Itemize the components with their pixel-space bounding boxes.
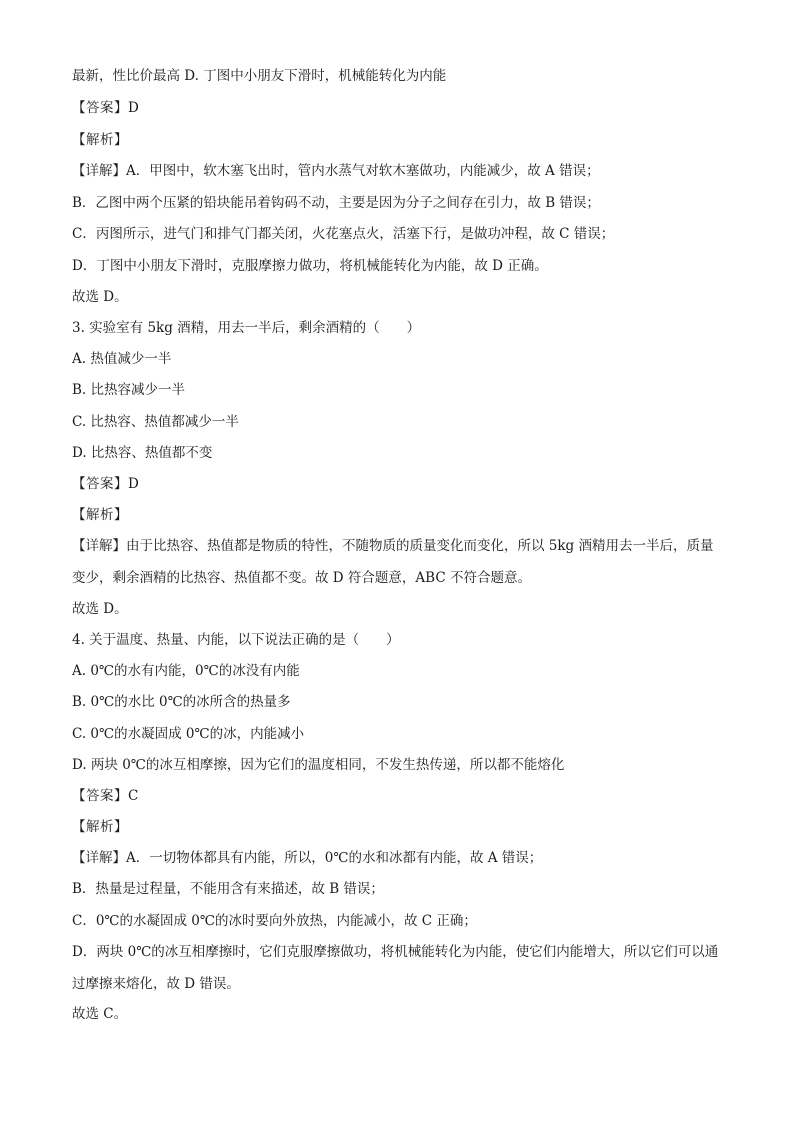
text-line: 故选 D。 [72, 601, 128, 617]
text-line: D．丁图中小朋友下滑时，克服摩擦力做功，将机械能转化为内能，故 D 正确。 [72, 258, 548, 274]
option-b: B. 比热容减少一半 [72, 382, 186, 398]
answer-label: 【答案】D [72, 476, 140, 492]
text-line: C．丙图所示，进气门和排气门都关闭，火花塞点火，活塞下行，是做功冲程，故 C 错误； [72, 226, 615, 242]
text-line: B．热量是过程量，不能用含有来描述，故 B 错误； [72, 881, 384, 897]
text-paragraph: D．两块 0℃的冰互相摩擦时，它们克服摩擦做功，将机械能转化为内能，使它们内能增大，所以它们可以通过摩擦来熔化，故 D 错误。 [72, 944, 719, 992]
text-paragraph: 【详解】由于比热容、热值都是物质的特性，不随物质的质量变化而变化，所以 5kg 酒精用去一半后，质量变少，剩余酒精的比热容、热值都不变。故 D 符合题意，ABC 不符合题意。 [72, 538, 714, 586]
option-d: D. 两块 0℃的冰互相摩擦，因为它们的温度相同，不发生热传递，所以都不能熔化 [72, 757, 565, 773]
option-a: A. 热值减少一半 [72, 351, 172, 367]
text-line: 故选 D。 [72, 289, 128, 305]
answer-label: 【答案】C [72, 788, 139, 804]
option-c: C. 比热容、热值都减少一半 [72, 414, 239, 430]
text-line: 最新，性比价最高 D. 丁图中小朋友下滑时，机械能转化为内能 [72, 68, 447, 84]
analysis-label: 【解析】 [72, 819, 128, 835]
text-line: C．0℃的水凝固成 0℃的冰时要向外放热，内能减小，故 C 正确； [72, 913, 477, 929]
analysis-label: 【解析】 [72, 132, 128, 148]
option-a: A. 0℃的水有内能，0℃的冰没有内能 [72, 663, 300, 679]
option-b: B. 0℃的水比 0℃的冰所含的热量多 [72, 694, 291, 710]
question-title: 3. 实验室有 5kg 酒精，用去一半后，剩余酒精的（ ） [72, 320, 421, 336]
text-line: 【详解】A．一切物体都具有内能，所以，0℃的水和冰都有内能，故 A 错误； [72, 850, 543, 866]
option-d: D. 比热容、热值都不变 [72, 445, 213, 461]
option-c: C. 0℃的水凝固成 0℃的冰，内能减小 [72, 726, 305, 742]
analysis-label: 【解析】 [72, 507, 128, 523]
text-line: 【详解】A．甲图中，软木塞飞出时，管内水蒸气对软木塞做功，内能减少，故 A 错误； [72, 163, 600, 179]
answer-label: 【答案】D [72, 100, 140, 116]
text-line: B．乙图中两个压紧的铅块能吊着钩码不动，主要是因为分子之间存在引力，故 B 错误； [72, 195, 600, 211]
question-title: 4. 关于温度、热量、内能，以下说法正确的是（ ） [72, 632, 400, 648]
text-line: 故选 C。 [72, 1006, 128, 1022]
